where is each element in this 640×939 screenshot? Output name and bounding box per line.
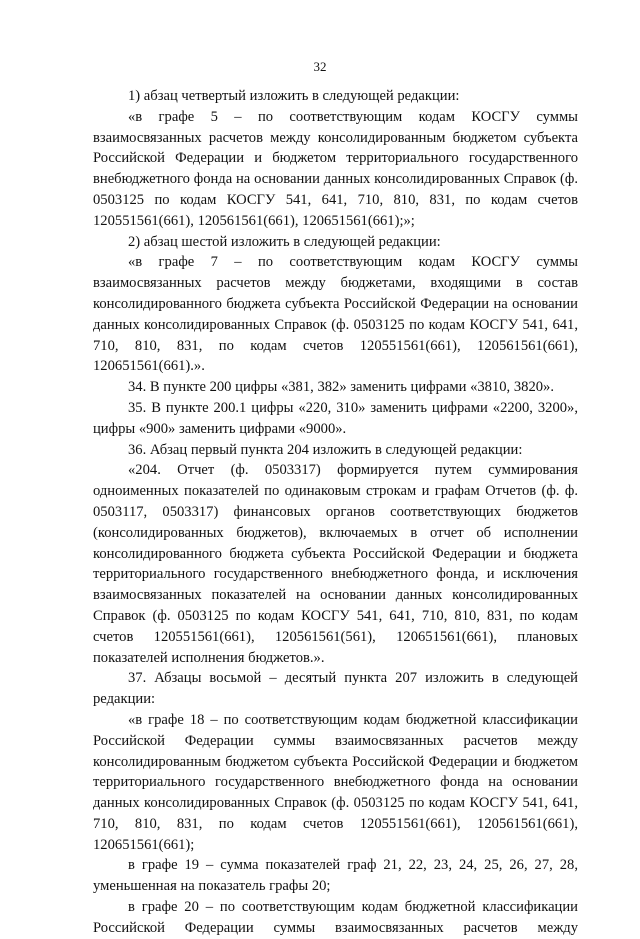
paragraph-10: «в графе 18 – по соответствующим кодам бюджетной классификации Российской Федерации суммы взаимосвязанных расчетов между консолидированным бюджетом субъекта Российской Федерации и бюджетом территориального государственного внебюджетного фонда на основании данных консолидированных Справок (ф. 0503125 по кодам КОСГУ 541, 641, 710, 810, 831, по кодам счетов 120551561(661), 120561561(661), 120651561(661);: [93, 711, 578, 853]
document-body: [93, 86, 578, 939]
page-number: 32: [313, 59, 327, 74]
paragraph-6: 35. В пункте 200.1 цифры «220, 310» заменить цифрами «2200, 3200», цифры «900» заменить цифрами «9000».: [93, 399, 578, 437]
paragraph-4: «в графе 7 – по соответствующим кодам КОСГУ суммы взаимосвязанных расчетов между бюджетами, входящими в состав консолидированного бюджета субъекта Российской Федерации на основании данных консолидированных Справок (ф. 0503125 по кодам КОСГУ 541, 641, 710, 810, 831, по кодам счетов 120551561(661), 120561561(661), 120651561(661).».: [93, 254, 578, 375]
paragraph-7: 36. Абзац первый пункта 204 изложить в следующей редакции:: [128, 441, 523, 458]
paragraph-12: в графе 20 – по соответствующим кодам бюджетной классификации Российской Федерации суммы взаимосвязанных расчетов между: [93, 899, 578, 936]
paragraph-2: «в графе 5 – по соответствующим кодам КОСГУ суммы взаимосвязанных расчетов между консолидированным бюджетом субъекта Российской Федерации и бюджетом территориального государственного внебюджетного фонда на основании данных консолидированных Справок (ф. 0503125 по кодам КОСГУ 541, 641, 710, 810, 831, по кодам счетов 120551561(661), 120561561(661), 120651561(661);»;: [93, 108, 578, 229]
paragraph-3: 2) абзац шестой изложить в следующей редакции:: [128, 233, 441, 250]
paragraph-11: в графе 19 – сумма показателей граф 21, 22, 23, 24, 25, 26, 27, 28, уменьшенная на показатель графы 20;: [93, 857, 578, 895]
paragraph-8: «204. Отчет (ф. 0503317) формируется путем суммирования одноименных показателей по одинаковым строкам и графам Отчетов (ф. ф. 0503117, 0503317) финансовых органов соответствующих бюджетов (консолидированных бюджетов), включаемых в отчет об исполнении консолидированного бюджета субъекта Российской Федерации и бюджета территориального государственного внебюджетного фонда, и исключения взаимосвязанных показателей на основании данных консолидированных Справок (ф. 0503125 по кодам КОСГУ 541, 641, 710, 810, 831, по кодам счетов 120551561(661), 120561561(561), 120651561(661), плановых показателей исполнения бюджетов.».: [93, 462, 578, 666]
paragraph-5: 34. В пункте 200 цифры «381, 382» заменить цифрами «3810, 3820».: [128, 379, 554, 396]
paragraph-1: 1) абзац четвертый изложить в следующей редакции:: [128, 88, 460, 104]
paragraph-9: 37. Абзацы восьмой – десятый пункта 207 изложить в следующей редакции:: [93, 670, 578, 708]
